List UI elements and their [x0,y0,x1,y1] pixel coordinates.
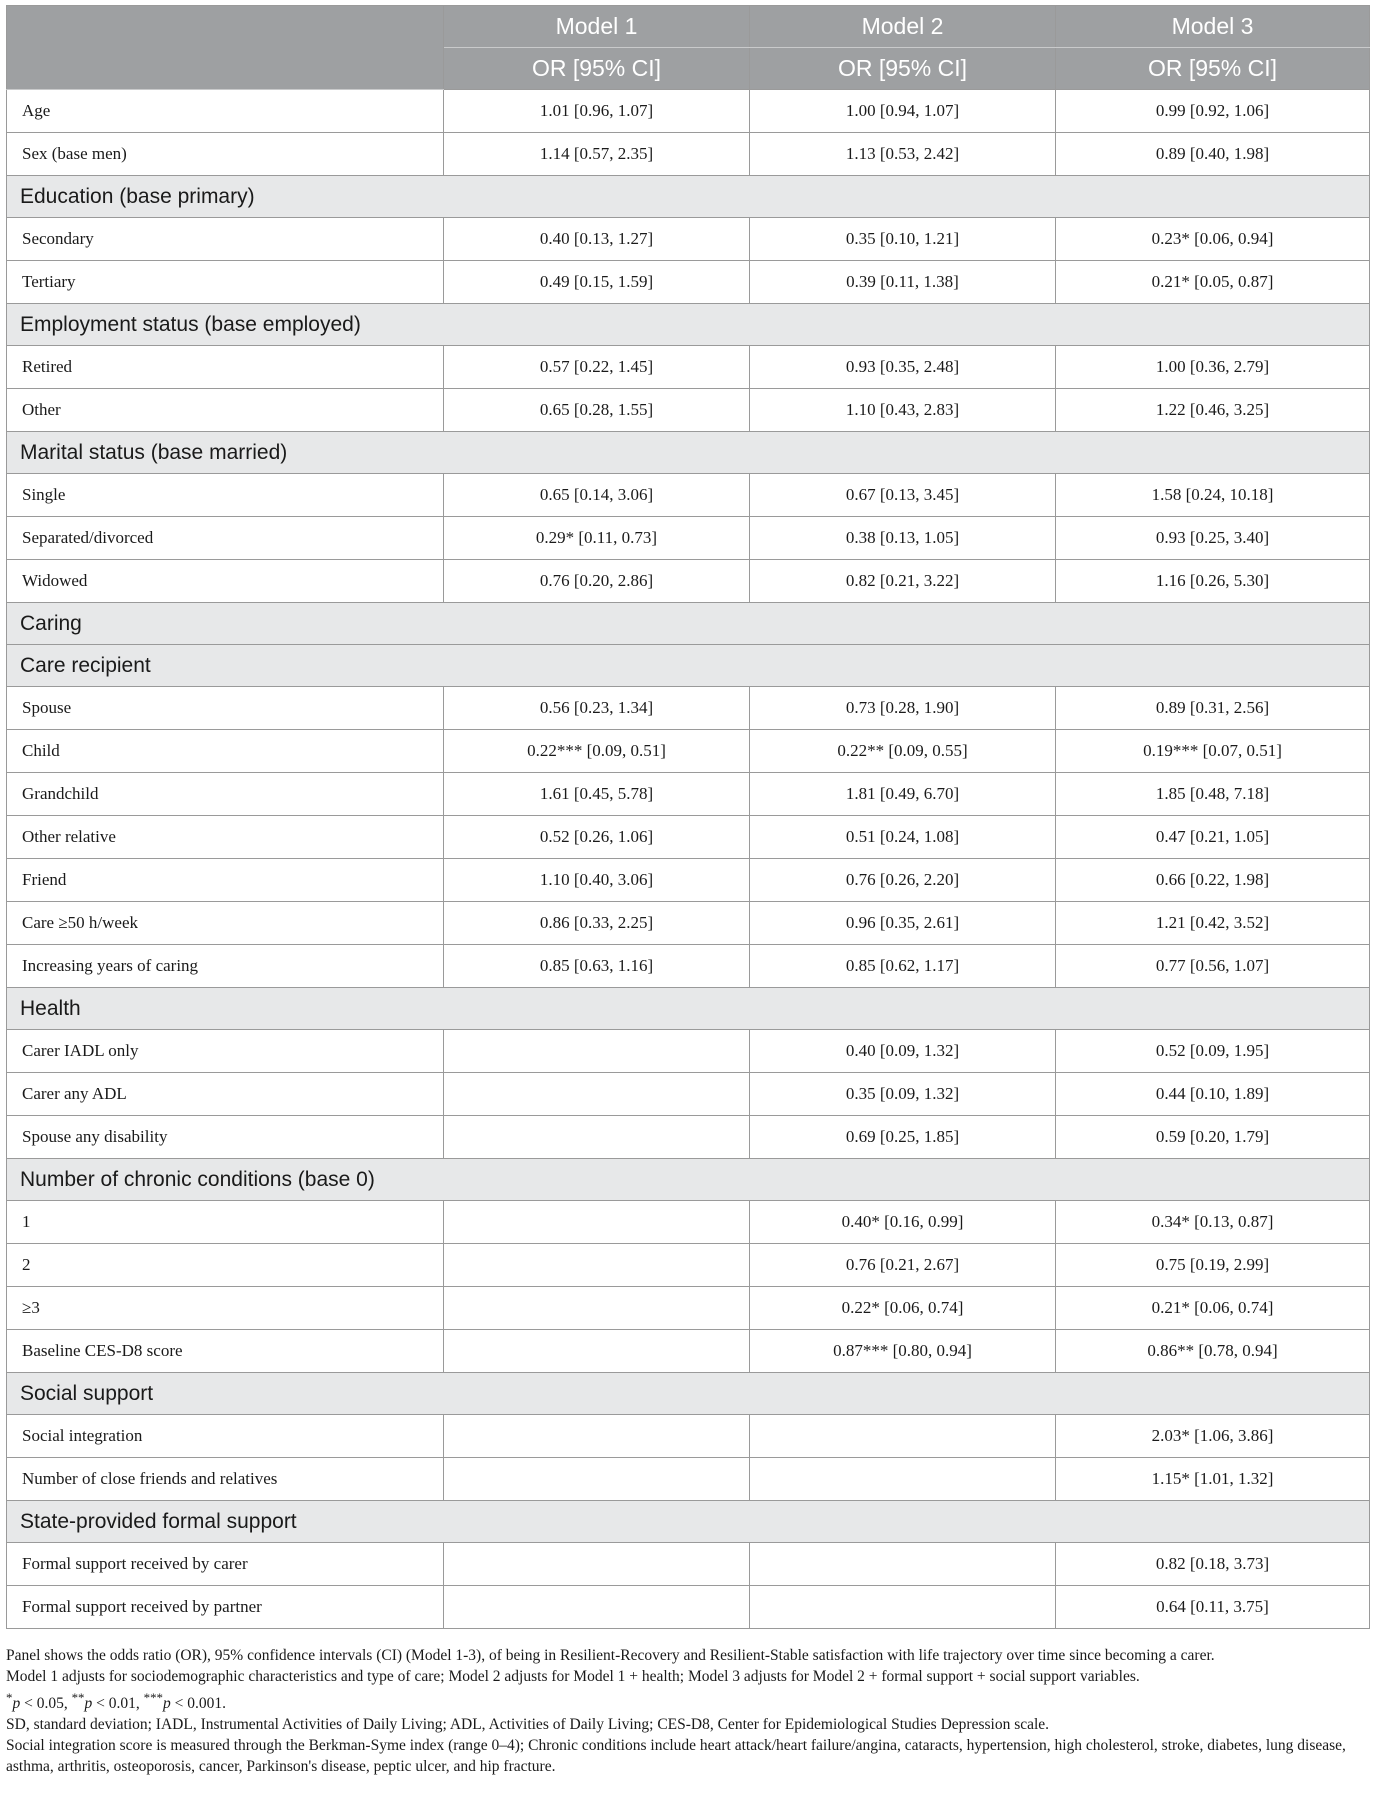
row-label: Grandchild [7,773,444,816]
section-header-row [7,304,1370,346]
table-row [7,389,1370,432]
cell-model-3: 0.82 [0.18, 3.73] [1056,1543,1370,1586]
cell-model-3: 0.21* [0.06, 0.74] [1056,1287,1370,1330]
table-row [7,346,1370,389]
footnote-model-adjustments: Model 1 adjusts for sociodemographic characteristics and type of care; Model 2 adjusts for Model 1 + health; Model 3 adjusts for Model 2 + formal support + social support variables. [6,1668,1140,1685]
cell-model-2: 0.73 [0.28, 1.90] [750,687,1056,730]
cell-model-2: 1.10 [0.43, 2.83] [750,389,1056,432]
sig-mark-3: *** [143,1690,163,1705]
row-label: Spouse [7,687,444,730]
table-row [7,816,1370,859]
cell-model-2 [750,1543,1056,1586]
cell-model-2: 0.76 [0.21, 2.67] [750,1244,1056,1287]
cell-model-3: 1.16 [0.26, 5.30] [1056,560,1370,603]
section-header-row [7,603,1370,645]
cell-model-2: 1.13 [0.53, 2.42] [750,133,1056,176]
table-row [7,1543,1370,1586]
table-row [7,1116,1370,1159]
cell-model-3: 1.15* [1.01, 1.32] [1056,1458,1370,1501]
table-row [7,218,1370,261]
header-model-2: Model 2 [750,6,1056,48]
footnote-abbreviations: SD, standard deviation; IADL, Instrumental Activities of Daily Living; ADL, Activities of Daily Living; CES-D8, Center for Epidemiological Studies Depression scale. [6,1716,1050,1734]
row-label: Tertiary [7,261,444,304]
table-row [7,902,1370,945]
row-label: Child [7,730,444,773]
row-label: Age [7,90,444,133]
row-label: Single [7,474,444,517]
row-label: Formal support received by partner [7,1586,444,1629]
cell-model-1 [444,1244,750,1287]
table-row [7,560,1370,603]
cell-model-3: 0.21* [0.05, 0.87] [1056,261,1370,304]
cell-model-2: 0.87*** [0.80, 0.94] [750,1330,1056,1373]
cell-model-1: 0.76 [0.20, 2.86] [444,560,750,603]
cell-model-1 [444,1458,750,1501]
cell-model-2: 1.81 [0.49, 6.70] [750,773,1056,816]
row-label: Carer IADL only [7,1030,444,1073]
cell-model-1: 0.52 [0.26, 1.06] [444,816,750,859]
table-row [7,474,1370,517]
sig-text-1: < 0.05, [20,1695,72,1713]
section-header-label: Employment status (base employed) [7,304,1370,346]
cell-model-3: 1.58 [0.24, 10.18] [1056,474,1370,517]
cell-model-3: 1.22 [0.46, 3.25] [1056,389,1370,432]
cell-model-1 [444,1287,750,1330]
sig-p-2: p [84,1695,93,1713]
cell-model-2 [750,1586,1056,1629]
section-header-row [7,432,1370,474]
row-label: Secondary [7,218,444,261]
cell-model-1: 0.40 [0.13, 1.27] [444,218,750,261]
cell-model-2 [750,1458,1056,1501]
row-label: Other relative [7,816,444,859]
cell-model-3: 0.86** [0.78, 0.94] [1056,1330,1370,1373]
section-header-label: Caring [7,603,1370,645]
cell-model-1: 0.65 [0.28, 1.55] [444,389,750,432]
section-header-row [7,1159,1370,1201]
header-model-1: Model 1 [444,6,750,48]
cell-model-3: 1.21 [0.42, 3.52] [1056,902,1370,945]
row-label: Formal support received by carer [7,1543,444,1586]
table-body [7,90,1370,1629]
table-row [7,945,1370,988]
row-label: Number of close friends and relatives [7,1458,444,1501]
cell-model-2: 0.38 [0.13, 1.05] [750,517,1056,560]
row-label: Social integration [7,1415,444,1458]
cell-model-1 [444,1330,750,1373]
sig-text-2: < 0.01, [92,1695,144,1713]
table-row [7,1415,1370,1458]
cell-model-1: 0.56 [0.23, 1.34] [444,687,750,730]
cell-model-1: 0.29* [0.11, 0.73] [444,517,750,560]
cell-model-1: 1.01 [0.96, 1.07] [444,90,750,133]
row-label: Friend [7,859,444,902]
row-label: 1 [7,1201,444,1244]
section-header-row [7,1501,1370,1543]
table-footnotes [6,1645,1369,1777]
cell-model-3: 0.66 [0.22, 1.98] [1056,859,1370,902]
cell-model-2: 1.00 [0.94, 1.07] [750,90,1056,133]
section-header-row [7,645,1370,687]
row-label: Care ≥50 h/week [7,902,444,945]
cell-model-2 [750,1415,1056,1458]
section-header-label: Care recipient [7,645,1370,687]
row-label: Increasing years of caring [7,945,444,988]
cell-model-1 [444,1415,750,1458]
cell-model-1: 0.57 [0.22, 1.45] [444,346,750,389]
cell-model-2: 0.76 [0.26, 2.20] [750,859,1056,902]
row-label: Retired [7,346,444,389]
cell-model-3: 0.93 [0.25, 3.40] [1056,517,1370,560]
cell-model-2: 0.51 [0.24, 1.08] [750,816,1056,859]
row-label: Other [7,389,444,432]
section-header-label: Education (base primary) [7,176,1370,218]
cell-model-1: 0.85 [0.63, 1.16] [444,945,750,988]
cell-model-3: 0.77 [0.56, 1.07] [1056,945,1370,988]
cell-model-3: 0.19*** [0.07, 0.51] [1056,730,1370,773]
cell-model-1: 1.14 [0.57, 2.35] [444,133,750,176]
cell-model-3: 0.89 [0.31, 2.56] [1056,687,1370,730]
row-label: Separated/divorced [7,517,444,560]
table-row [7,730,1370,773]
row-label: Spouse any disability [7,1116,444,1159]
table-row [7,1458,1370,1501]
table-row [7,773,1370,816]
table-row [7,1586,1370,1629]
table-row [7,517,1370,560]
table-row [7,1073,1370,1116]
row-label: Widowed [7,560,444,603]
cell-model-3: 0.64 [0.11, 3.75] [1056,1586,1370,1629]
cell-model-1 [444,1586,750,1629]
cell-model-1: 1.10 [0.40, 3.06] [444,859,750,902]
cell-model-2: 0.40 [0.09, 1.32] [750,1030,1056,1073]
table-row [7,1330,1370,1373]
section-header-row [7,176,1370,218]
table-row [7,133,1370,176]
header-model-3: Model 3 [1056,6,1370,48]
cell-model-3: 0.23* [0.06, 0.94] [1056,218,1370,261]
header-row-models [7,6,1370,48]
cell-model-1 [444,1201,750,1244]
odds-ratio-table [6,5,1370,1629]
cell-model-2: 0.93 [0.35, 2.48] [750,346,1056,389]
cell-model-1: 0.86 [0.33, 2.25] [444,902,750,945]
section-header-label: Social support [7,1373,1370,1415]
section-header-row [7,1373,1370,1415]
cell-model-2: 0.82 [0.21, 3.22] [750,560,1056,603]
sig-p-1: p [12,1695,21,1713]
cell-model-2: 0.69 [0.25, 1.85] [750,1116,1056,1159]
footnote-significance [6,1687,1369,1714]
cell-model-2: 0.96 [0.35, 2.61] [750,902,1056,945]
cell-model-1: 0.49 [0.15, 1.59] [444,261,750,304]
cell-model-1: 0.65 [0.14, 3.06] [444,474,750,517]
cell-model-2: 0.22* [0.06, 0.74] [750,1287,1056,1330]
cell-model-2: 0.39 [0.11, 1.38] [750,261,1056,304]
sig-mark-2: ** [71,1690,85,1705]
footnote-definitions: Social integration score is measured through the Berkman-Syme index (range 0–4); Chronic conditions include heart attack/heart failure/angina, cataracts, hypertension, high cholesterol, stroke, diabetes, lung disease, asthma, arthritis, osteoporosis, cancer, Parkinson's disease, peptic ulcer, and hip fracture. [6,1737,1346,1776]
cell-model-2: 0.67 [0.13, 3.45] [750,474,1056,517]
cell-model-2: 0.85 [0.62, 1.17] [750,945,1056,988]
row-label: Baseline CES-D8 score [7,1330,444,1373]
table-row [7,687,1370,730]
sig-text-3: < 0.001. [170,1695,226,1713]
table-row [7,1244,1370,1287]
row-label: ≥3 [7,1287,444,1330]
row-label: Carer any ADL [7,1073,444,1116]
cell-model-2: 0.40* [0.16, 0.99] [750,1201,1056,1244]
cell-model-1: 0.22*** [0.09, 0.51] [444,730,750,773]
sig-p-3: p [162,1695,171,1713]
cell-model-3: 1.85 [0.48, 7.18] [1056,773,1370,816]
subhead-model-3: OR [95% CI] [1056,48,1370,90]
cell-model-1 [444,1030,750,1073]
cell-model-3: 0.34* [0.13, 0.87] [1056,1201,1370,1244]
cell-model-3: 0.59 [0.20, 1.79] [1056,1116,1370,1159]
cell-model-3: 1.00 [0.36, 2.79] [1056,346,1370,389]
cell-model-1 [444,1073,750,1116]
cell-model-3: 0.75 [0.19, 2.99] [1056,1244,1370,1287]
cell-model-1 [444,1116,750,1159]
row-label: Sex (base men) [7,133,444,176]
section-header-label: Marital status (base married) [7,432,1370,474]
row-label: 2 [7,1244,444,1287]
section-header-label: Number of chronic conditions (base 0) [7,1159,1370,1201]
cell-model-2: 0.35 [0.10, 1.21] [750,218,1056,261]
cell-model-3: 0.47 [0.21, 1.05] [1056,816,1370,859]
table-row [7,261,1370,304]
cell-model-3: 0.52 [0.09, 1.95] [1056,1030,1370,1073]
footnote-panel-description: Panel shows the odds ratio (OR), 95% confidence intervals (CI) (Model 1-3), of being in Resilient-Recovery and Resilient-Stable satisfaction with life trajectory over time since becoming a carer. [6,1647,1215,1664]
table-header [7,6,1370,90]
cell-model-2: 0.22** [0.09, 0.55] [750,730,1056,773]
section-header-row [7,988,1370,1030]
table-row [7,1030,1370,1073]
cell-model-3: 0.99 [0.92, 1.06] [1056,90,1370,133]
cell-model-1: 1.61 [0.45, 5.78] [444,773,750,816]
subhead-model-1: OR [95% CI] [444,48,750,90]
table-row [7,859,1370,902]
table-row [7,1201,1370,1244]
header-blank-cell [7,6,444,90]
cell-model-1 [444,1543,750,1586]
cell-model-3: 0.44 [0.10, 1.89] [1056,1073,1370,1116]
table-row [7,1287,1370,1330]
sig-mark-1: * [6,1690,13,1705]
subhead-model-2: OR [95% CI] [750,48,1056,90]
section-header-label: State-provided formal support [7,1501,1370,1543]
results-table-container [6,5,1369,1629]
cell-model-3: 2.03* [1.06, 3.86] [1056,1415,1370,1458]
cell-model-2: 0.35 [0.09, 1.32] [750,1073,1056,1116]
cell-model-3: 0.89 [0.40, 1.98] [1056,133,1370,176]
table-row [7,90,1370,133]
section-header-label: Health [7,988,1370,1030]
